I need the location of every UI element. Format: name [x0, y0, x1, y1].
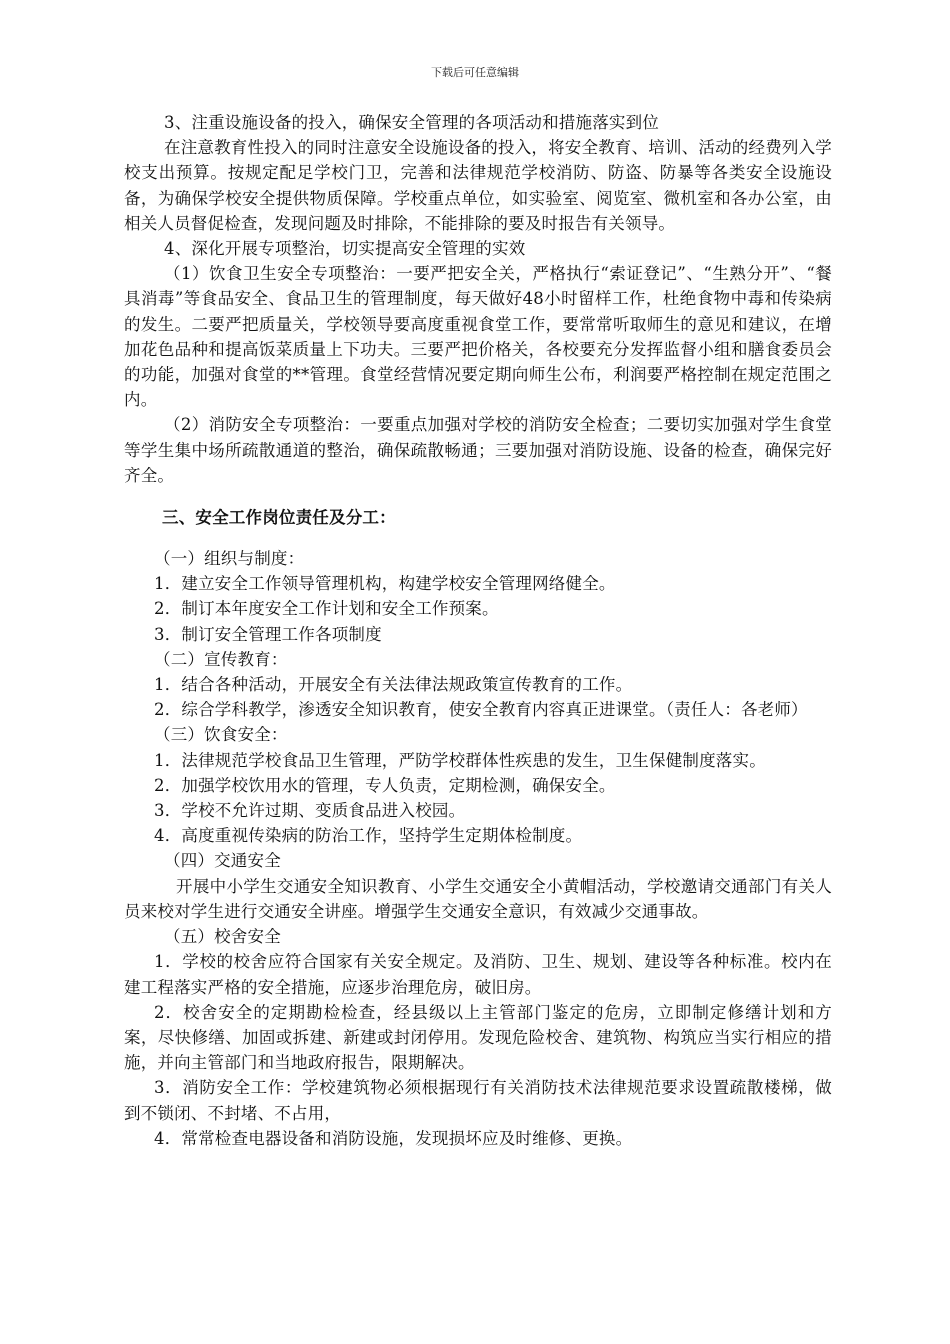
paragraph-traffic-safety: 开展中小学生交通安全知识教育、小学生交通安全小黄帽活动，学校邀请交通部门有关人员来校对学生进行交通安全讲座。增强学生交通安全意识，有效减少交通事故。 — [124, 876, 832, 921]
list-item: 1．建立安全工作领导管理机构，构建学校安全管理网络健全。 — [154, 574, 616, 594]
page-header: 下载后可任意编辑 — [431, 66, 519, 79]
list-item: 3．消防安全工作：学校建筑物必须根据现行有关消防技术法律规范要求设置疏散楼梯，做到不锁闭、不封堵、不占用， — [124, 1078, 832, 1123]
list-item: 1．法律规范学校食品卫生管理，严防学校群体性疾患的发生，卫生保健制度落实。 — [154, 750, 766, 770]
subsection-building-safety: （五）校舍安全 — [164, 927, 281, 947]
list-item: 2．加强学校饮用水的管理，专人负责，定期检测，确保安全。 — [154, 775, 616, 795]
document-body — [124, 110, 832, 1151]
subsection-publicity: （二）宣传教育： — [154, 649, 288, 669]
paragraph-food-safety-rectification: （1）饮食卫生安全专项整治：一要严把安全关，严格执行“索证登记”、“生熟分开”、“餐具消毒”等食品安全、食品卫生的管理制度，每天做好48小时留样工作，杜绝食物中毒和传染病的发生。二要严把质量关，学校领导要高度重视食堂工作，要常常听取师生的意见和建议，在增加花色品种和提高饭菜质量上下功夫。三要严把价格关，各校要充分发挥监督小组和膳食委员会的功能，加强对食堂的**管理。食堂经营情况要定期向师生公布，利润要严格控制在规定范围之内。 — [124, 264, 832, 410]
paragraph-facilities: 在注意教育性投入的同时注意安全设施设备的投入，将安全教育、培训、活动的经费列入学校支出预算。按规定配足学校门卫，完善和法律规范学校消防、防盗、防暴等各类安全设施设备，为确保学校安全提供物质保障。学校重点单位，如实验室、阅览室、微机室和各办公室，由相关人员督促检查，发现问题及时排除，不能排除的要及时报告有关领导。 — [124, 138, 832, 233]
section-heading-responsibilities: 三、安全工作岗位责任及分工： — [162, 508, 396, 528]
list-item: 2．制订本年度安全工作计划和安全工作预案。 — [154, 599, 499, 619]
paragraph-fire-safety-rectification: （2）消防安全专项整治：一要重点加强对学校的消防安全检查；二要切实加强对学生食堂等学生集中场所疏散通道的整治，确保疏散畅通；三要加强对消防设施、设备的检查，确保完好齐全。 — [124, 415, 832, 485]
list-item: 2．校舍安全的定期勘检检查，经县级以上主管部门鉴定的危房，立即制定修缮计划和方案，尽快修缮、加固或拆建、新建或封闭停用。发现危险校舍、建筑物、构筑应当实行相应的措施，并向主管部门和当地政府报告，限期解决。 — [124, 1002, 832, 1073]
list-item: 4．高度重视传染病的防治工作，坚持学生定期体检制度。 — [154, 826, 583, 846]
subsection-organization: （一）组织与制度： — [154, 549, 305, 569]
subheading-facilities: 3、注重设施设备的投入，确保安全管理的各项活动和措施落实到位 — [164, 113, 659, 132]
subheading-special-rectification: 4、深化开展专项整治，切实提高安全管理的实效 — [164, 239, 526, 259]
list-item: 3．学校不允许过期、变质食品进入校园。 — [154, 801, 466, 821]
list-item: 3．制订安全管理工作各项制度 — [154, 624, 382, 644]
list-item: 1．结合各种活动，开展安全有关法律法规政策宣传教育的工作。 — [154, 675, 633, 695]
subsection-traffic-safety: （四）交通安全 — [164, 851, 281, 871]
list-item: 4．常常检查电器设备和消防设施，发现损坏应及时维修、更换。 — [154, 1128, 633, 1148]
list-item: 2．综合学科教学，渗透安全知识教育，使安全教育内容真正进课堂。（责任人：各老师） — [154, 700, 808, 720]
subsection-food-safety: （三）饮食安全： — [154, 725, 288, 745]
list-item: 1．学校的校舍应符合国家有关安全规定。及消防、卫生、规划、建设等各种标准。校内在建工程落实严格的安全措施，应逐步治理危房，破旧房。 — [124, 952, 832, 997]
